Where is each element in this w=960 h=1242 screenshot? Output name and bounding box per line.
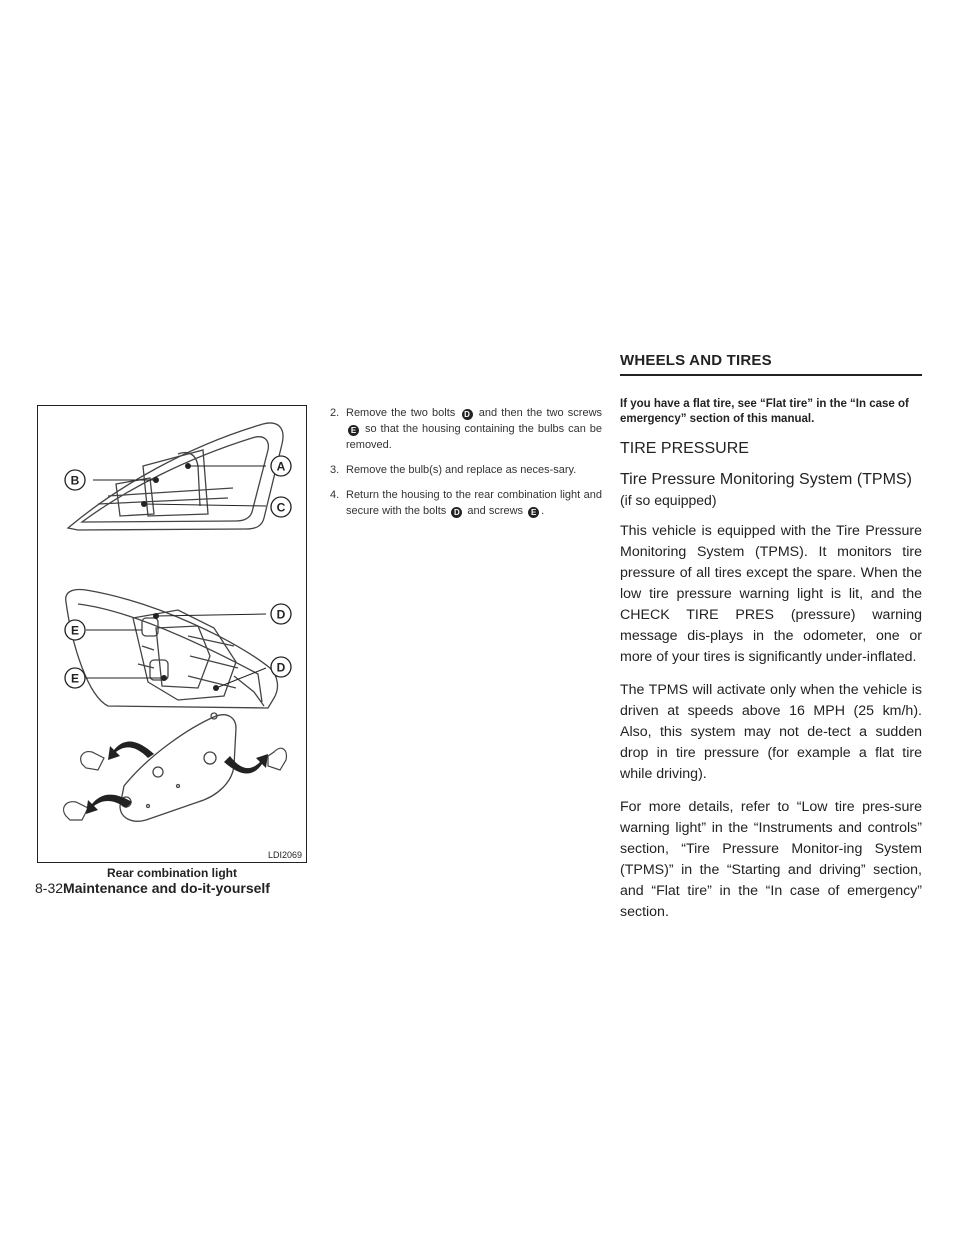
page-number: 8-32 [35,880,64,896]
callout-e-upper: E [70,623,80,638]
figure-code: LDI2069 [267,850,302,860]
figure-caption: Rear combination light [106,866,237,880]
step-2 [330,405,602,453]
step-number: 2. [330,407,340,419]
callout-c: C [276,500,286,515]
step-number: 3. [330,464,340,476]
callout-d-upper: D [276,607,286,622]
step-text [346,487,602,519]
callout-d-icon: D [451,507,462,518]
step-number: 4. [330,489,340,501]
callout-a: A [276,459,286,474]
callout-b: B [70,473,80,488]
tpms-paragraph-1: This vehicle is equipped with the Tire Pressure Monitoring System (TPMS). It monitors tire pressure of all tires except the spare. When the low tire pressure warning light is lit, and the CHECK TIRE PRES (pressure) warning message dis-plays in the odometer, one or more of your tires is significantly under-inflated. [620,523,922,665]
tpms-subheading [620,469,922,511]
step-text-part: Remove the two bolts [346,407,456,419]
step-text-part: and screws [467,505,524,517]
tire-pressure-heading: TIRE PRESSURE [620,440,749,457]
section-divider [620,374,922,376]
procedure-steps [330,405,602,528]
tpms-subheading-main: Tire Pressure Monitoring System (TPMS) [620,471,912,488]
tpms-section [620,397,922,935]
rear-combination-light-figure [37,405,307,863]
step-text-part: Return the housing to the rear combination light and secure with the bolts [346,489,602,517]
callout-e-lower: E [70,671,80,686]
step-4 [330,487,602,519]
step-text-part: . [541,505,545,517]
tpms-subheading-suffix: (if so equipped) [620,492,717,508]
step-3 [330,462,602,478]
step-text-part: and then the two screws [478,407,603,419]
step-text: Remove the bulb(s) and replace as neces-sary. [346,464,577,476]
step-text [346,405,602,453]
callout-e-icon: E [528,507,539,518]
tpms-paragraph-2: The TPMS will activate only when the vehicle is driven at speeds above 16 MPH (25 km/h). Also, this system may not de-tect a sudden drop in tire pressure (for example a flat tire while driving). [620,682,922,782]
tpms-paragraph-3: For more details, refer to “Low tire pres-sure warning light” in the “Instruments and controls” section, “Tire Pressure Monitor-ing System (TPMS)” in the “Starting and driving” section, and “Flat tire” in the “In case of emergency” section. [620,799,922,920]
section-title: WHEELS AND TIRES [620,352,772,369]
chapter-title: Maintenance and do-it-yourself [63,880,270,896]
callout-e-icon: E [348,425,359,436]
rear-light-illustration [38,406,306,862]
callout-d-icon: D [462,409,473,420]
step-text-part: so that the housing containing the bulbs can be removed. [346,423,602,451]
callout-d-lower: D [276,660,286,675]
flat-tire-notice: If you have a flat tire, see “Flat tire” in the “In case of emergency” section of this manual. [620,398,909,425]
page-footer [35,880,270,896]
